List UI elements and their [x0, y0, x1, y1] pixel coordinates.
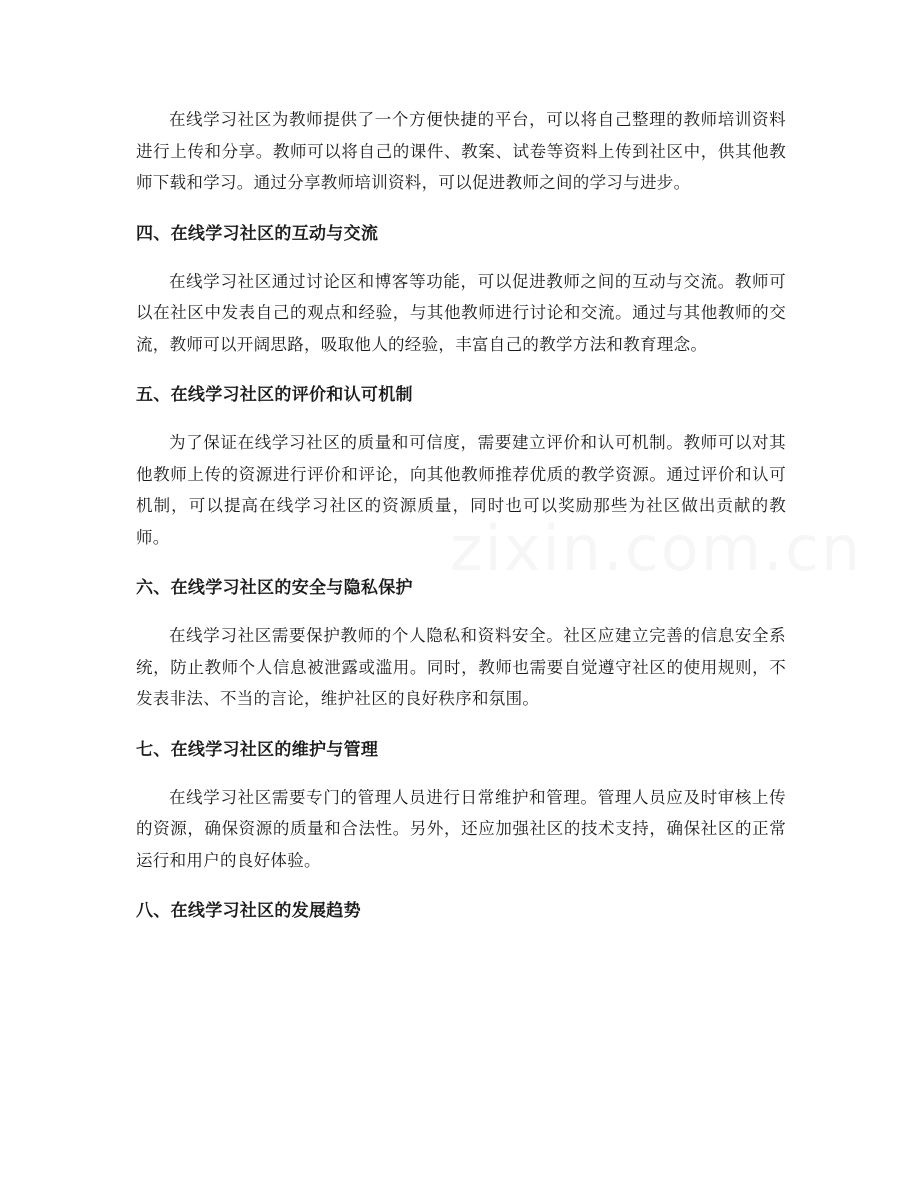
section-paragraph-maintenance: 在线学习社区需要专门的管理人员进行日常维护和管理。管理人员应及时审核上传的资源，确保资源的质量和合法性。另外，还应加强社区的技术支持，确保社区的正常运行和用户的良好体验。 — [136, 787, 786, 870]
document-body — [136, 104, 786, 943]
section-heading-evaluation: 五、在线学习社区的评价和认可机制 — [136, 385, 413, 405]
section-heading-maintenance: 七、在线学习社区的维护与管理 — [136, 739, 379, 760]
section-heading-interaction: 四、在线学习社区的互动与交流 — [136, 223, 379, 244]
section-heading-security: 六、在线学习社区的安全与隐私保护 — [136, 578, 413, 598]
section-paragraph-interaction: 在线学习社区通过讨论区和博客等功能，可以促进教师之间的互动与交流。教师可以在社区中发表自己的观点和经验，与其他教师进行讨论和交流。通过与其他教师的交流，教师可以开阔思路，吸取他人的经验，丰富自己的教学方法和教育理念。 — [136, 271, 786, 354]
intro-paragraph: 在线学习社区为教师提供了一个方便快捷的平台，可以将自己整理的教师培训资料进行上传和分享。教师可以将自己的课件、教案、试卷等资料上传到社区中，供其他教师下载和学习。通过分享教师培训资料，可以促进教师之间的学习与进步。 — [136, 110, 786, 192]
section-heading-trends: 八、在线学习社区的发展趋势 — [136, 901, 361, 921]
section-paragraph-security: 在线学习社区需要保护教师的个人隐私和资料安全。社区应建立完善的信息安全系统，防止教师个人信息被泄露或滥用。同时，教师也需要自觉遵守社区的使用规则，不发表非法、不当的言论，维护社区的良好秩序和氛围。 — [136, 626, 786, 708]
section-paragraph-evaluation: 为了保证在线学习社区的质量和可信度，需要建立评价和认可机制。教师可以对其他教师上传的资源进行评价和评论，向其他教师推荐优质的教学资源。通过评价和认可机制，可以提高在线学习社区的资源质量，同时也可以奖励那些为社区做出贡献的教师。 — [136, 433, 786, 547]
